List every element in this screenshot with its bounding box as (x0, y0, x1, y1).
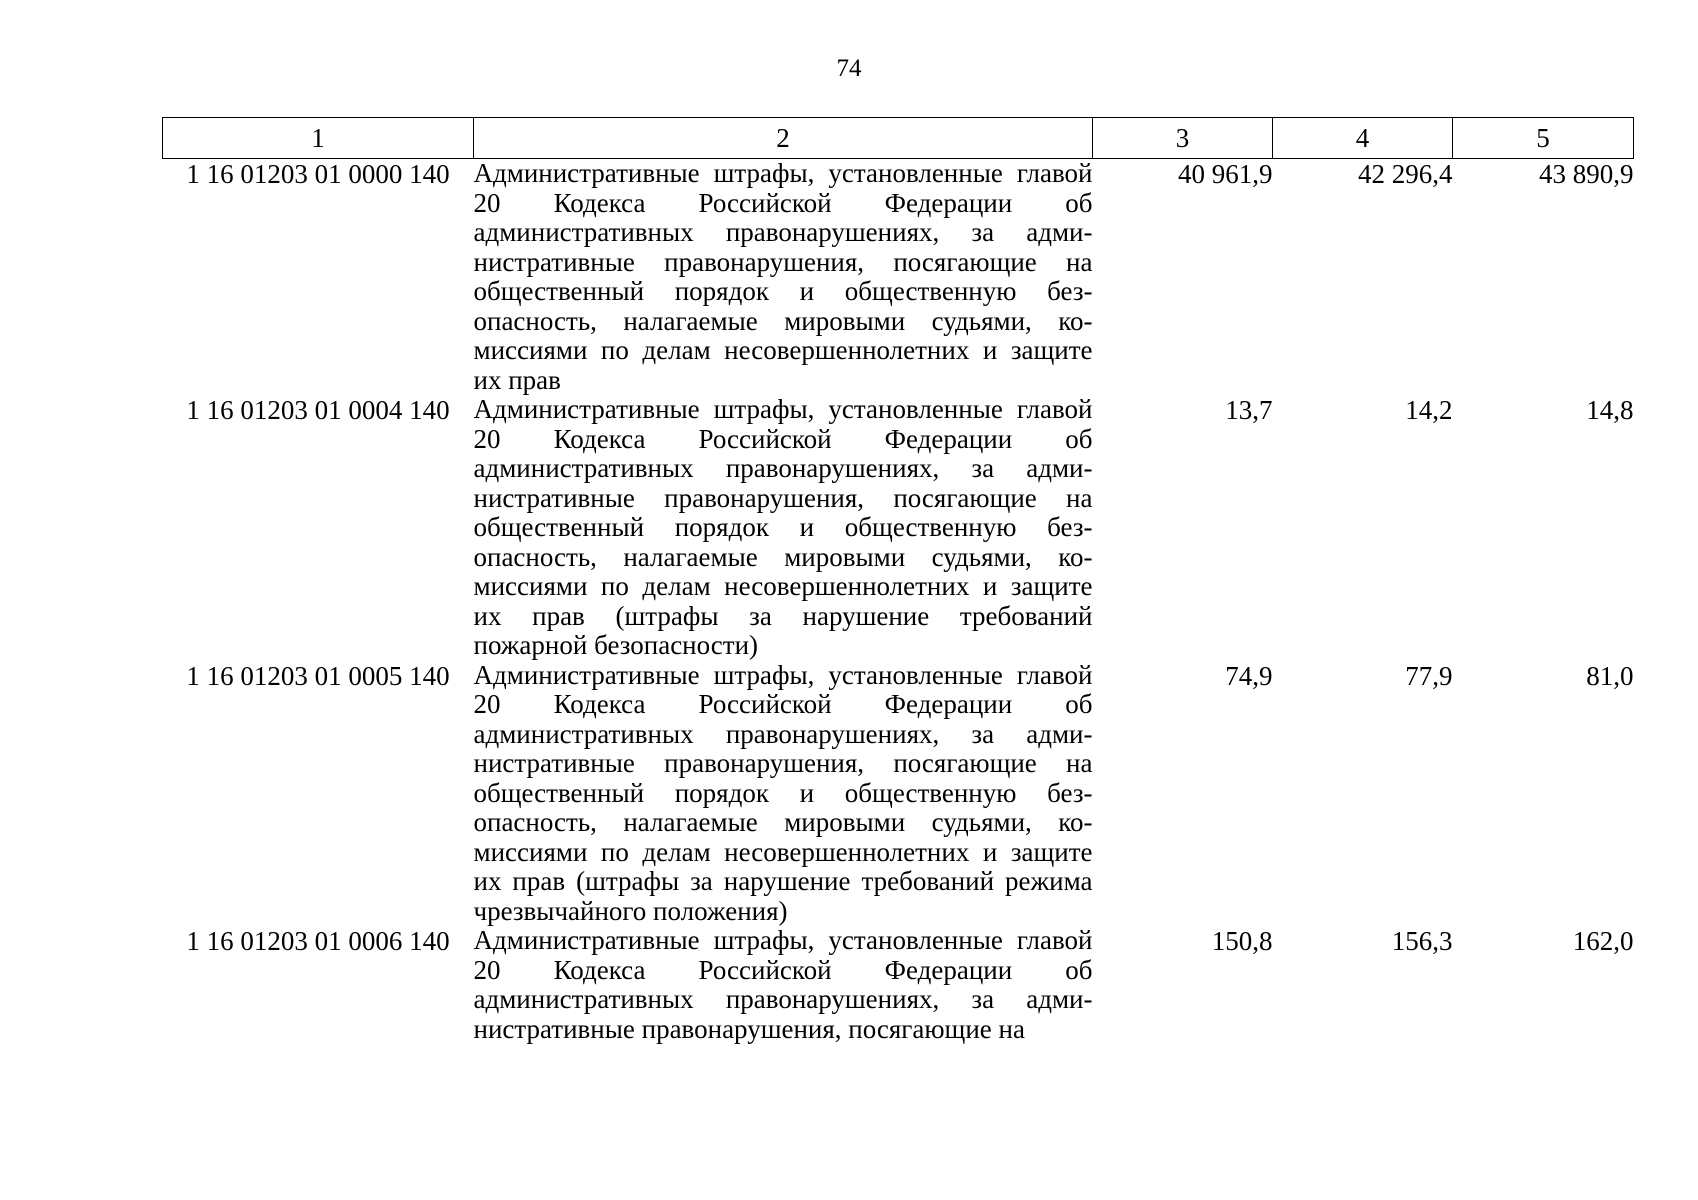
value-cell-col5: 14,8 (1586, 395, 1634, 425)
value-cell-col3: 13,7 (1225, 395, 1273, 425)
page-number: 74 (836, 55, 862, 82)
value-cell-col4: 42 296,4 (1358, 159, 1453, 189)
column-header-3: 3 (1093, 118, 1273, 159)
table-row (163, 926, 1634, 1044)
value-cell-col3: 74,9 (1225, 660, 1273, 691)
budget-revenue-table (162, 117, 1634, 1044)
budget-code-cell: 1 16 01203 01 0006 140 (186, 926, 450, 956)
column-header-5: 5 (1453, 118, 1634, 159)
budget-code-cell: 1 16 01203 01 0004 140 (186, 395, 450, 425)
table-row (163, 395, 1634, 661)
column-header-1: 1 (163, 118, 474, 159)
column-header-4: 4 (1273, 118, 1453, 159)
description-cell: Административные штрафы, установленные главой 20 Кодекса Российской Федерации об административных правонарушениях, за административные правонарушения, посягающие на (473, 925, 1093, 1044)
value-cell-col5: 43 890,9 (1539, 159, 1634, 189)
value-cell-col5: 162,0 (1572, 926, 1634, 956)
description-cell: Административные штрафы, установленные главой 20 Кодекса Российской Федерации об административных правонарушениях, за административные правонарушения, посягающие на общественный порядок и общественную безопасность, налагаемые мировыми судьями, комиссиями по делам несовершеннолетних и защите их прав (штрафы за нарушение требований пожарной безопасности) (473, 394, 1093, 660)
column-header-2: 2 (474, 118, 1093, 159)
value-cell-col3: 150,8 (1211, 926, 1273, 956)
description-cell: Административные штрафы, установленные главой 20 Кодекса Российской Федерации об административных правонарушениях, за административные правонарушения, посягающие на общественный порядок и общественную безопасность, налагаемые мировыми судьями, комиссиями по делам несовершеннолетних и защите их прав (штрафы за нарушение требований режима чрезвычайного положения) (473, 659, 1093, 926)
table-header-row (163, 118, 1634, 159)
table-row (163, 159, 1634, 396)
value-cell-col4: 77,9 (1405, 660, 1453, 691)
value-cell-col5: 81,0 (1586, 660, 1634, 691)
budget-code-cell: 1 16 01203 01 0000 140 (186, 159, 450, 189)
budget-code-cell: 1 16 01203 01 0005 140 (186, 660, 450, 691)
value-cell-col4: 14,2 (1405, 395, 1453, 425)
value-cell-col4: 156,3 (1391, 926, 1453, 956)
description-cell: Административные штрафы, установленные главой 20 Кодекса Российской Федерации об административных правонарушениях, за административные правонарушения, посягающие на общественный порядок и общественную безопасность, налагаемые мировыми судьями, комиссиями по делам несовершеннолетних и защите их прав (473, 158, 1093, 395)
table-row (163, 661, 1634, 927)
value-cell-col3: 40 961,9 (1178, 159, 1273, 189)
